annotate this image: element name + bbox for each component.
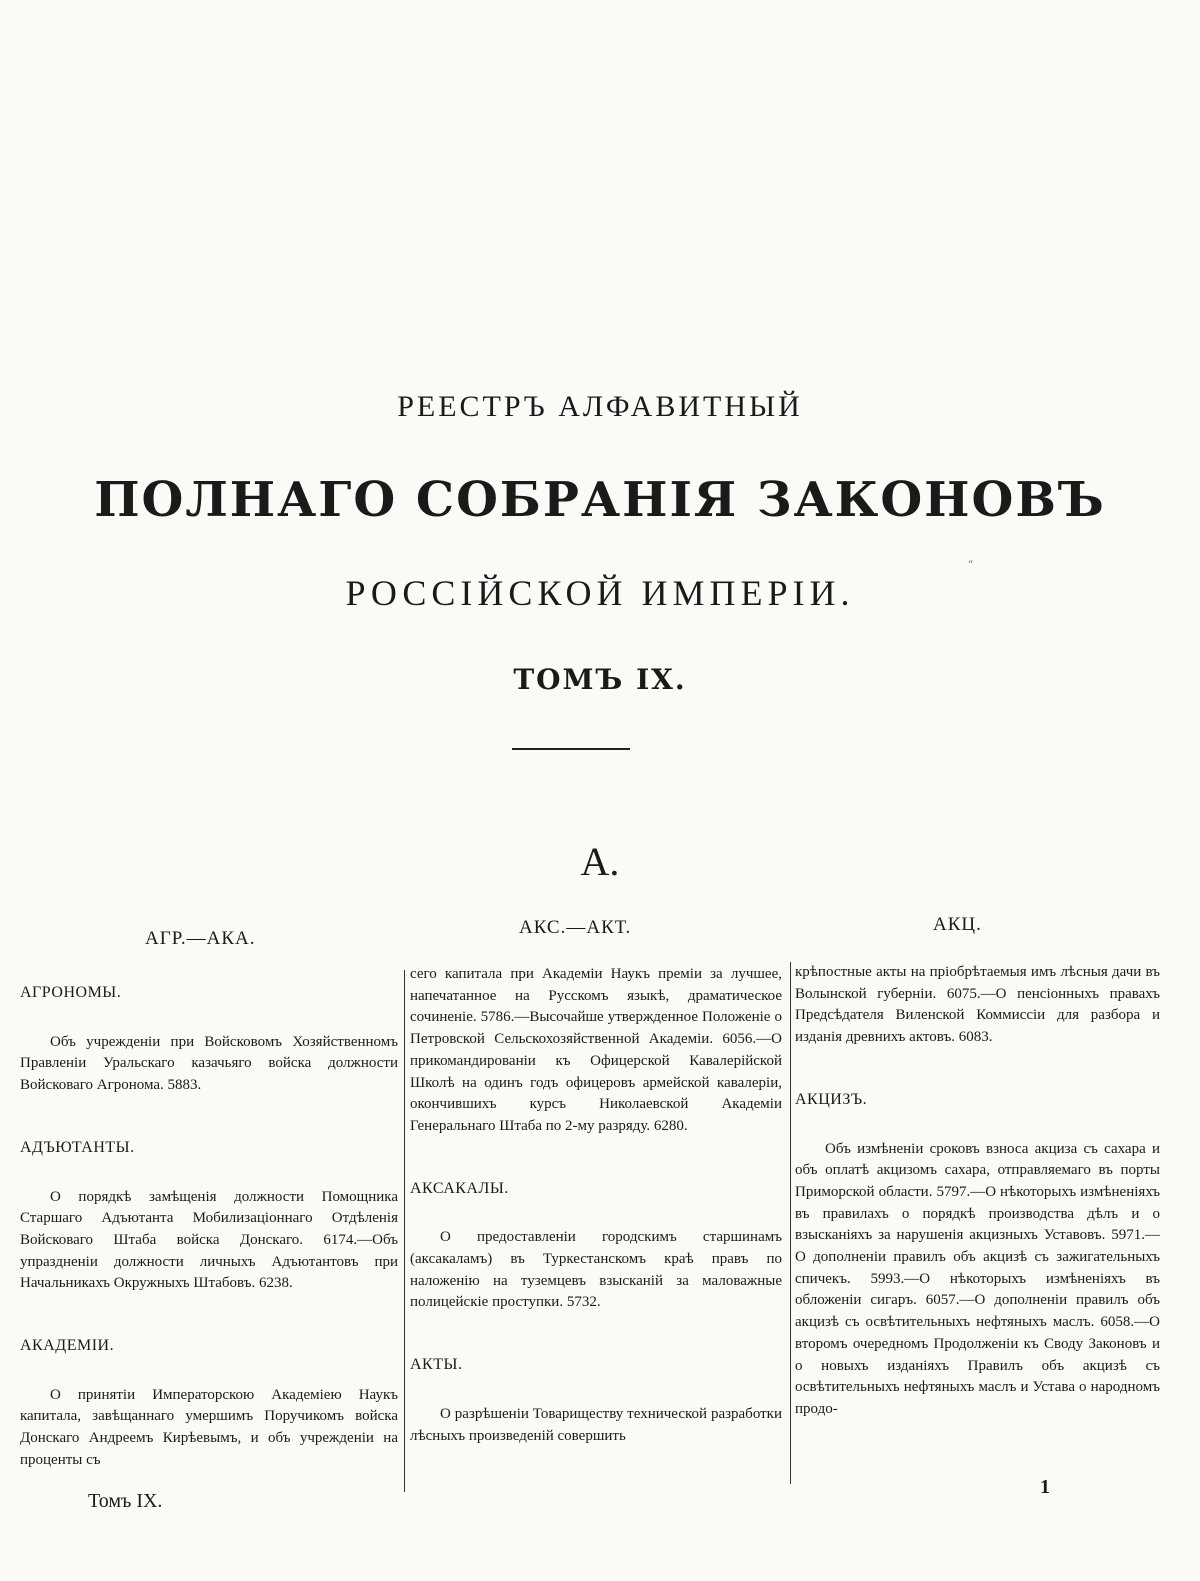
entry-text: Объ измѣненіи сроковъ взноса акциза съ сахара и объ оплатѣ акцизомъ сахара, отправляемаго въ порты Приморской области. 5797.—О нѣкоторыхъ измѣненіяхъ въ правилахъ о порядкѣ производства дѣлъ и о взысканіяхъ за нарушенія акцизныхъ Уставовъ. 5971.—О дополненіи правилъ объ акцизѣ съ зажигательныхъ спичекъ. 5993.—О нѣкоторыхъ измѣненіяхъ въ обложеніи сигаръ. 6057.—О дополненіи правилъ объ акцизѣ съ освѣтительныхъ нефтяныхъ маслъ. 6058.—О второмъ очередномъ Продолженіи къ Своду Законовъ и о новыхъ изданіяхъ Правилъ объ акцизѣ съ освѣтительныхъ нефтяныхъ маслъ и Устава о народномъ продо- — [795, 1140, 1160, 1417]
entry-heading: АГРОНОМЫ. — [20, 984, 122, 1001]
entry-heading: АКСАКАЛЫ. — [410, 1179, 509, 1197]
title-rule — [512, 748, 630, 750]
entry-text: О принятіи Императорскою Академіею Наукъ капитала, завѣщаннаго умершимъ Поручикомъ войска Донскаго Андреемъ Кирѣевымъ, и объ учрежденіи на проценты съ — [20, 1386, 398, 1468]
column-2-header: АКС.—АКТ. — [519, 917, 632, 938]
title-line-2: ПОЛНАГО СОБРАНІЯ ЗАКОНОВЪ — [94, 472, 1106, 528]
title-line-1: РЕЕСТРЪ АЛФАВИТНЫЙ — [397, 390, 803, 423]
column-2 — [410, 964, 782, 1447]
column-3 — [795, 962, 1160, 1421]
entry-text: О предоставленіи городскимъ старшинамъ (аксакаламъ) въ Туркестанскомъ краѣ правъ по наложенію на туземцевъ взысканій за маловажные полицейскіе проступки. 5732. — [410, 1229, 782, 1311]
page-number: 1 — [1040, 1476, 1050, 1498]
continuation-text: крѣпостные акты на пріобрѣтаемыя имъ лѣсныя дачи въ Волынской губерніи. 6075.—О пенсіонныхъ правахъ Предсѣдателя Виленской Коммиссіи для разбора и изданія древнихъ актовъ. 6083. — [795, 964, 1160, 1046]
column-1-header: АГР.—АКА. — [145, 928, 256, 949]
column-1 — [20, 982, 398, 1472]
entry-text: О порядкѣ замѣщенія должности Помощника Старшаго Адъютанта Мобилизаціоннаго Отдѣленія Войсковаго Штаба войска Донскаго. 6174.—Объ упраздненіи должности личныхъ Адъютантовъ при Начальникахъ Окружныхъ Штабовъ. 6238. — [20, 1188, 398, 1292]
column-divider-1 — [404, 970, 405, 1492]
entry-text: Объ учрежденіи при Войсковомъ Хозяйственномъ Правленіи Уральскаго казачьяго войска должности Войсковаго Агронома. 5883. — [20, 1033, 398, 1094]
entry-heading: АДЪЮТАНТЫ. — [20, 1138, 135, 1156]
entry-text: О разрѣшеніи Товариществу технической разработки лѣсныхъ произведеній совершить — [410, 1405, 782, 1444]
footer-volume: Томъ IX. — [88, 1490, 163, 1512]
continuation-text: сего капитала при Академіи Наукъ преміи за лучшее, напечатанное на Русскомъ языкѣ, драматическое сочиненіе. 5786.—Высочайше утвержденное Положеніе о Петровской Сельскохозяйственной Академіи. 6056.—О прикомандированіи къ Офицерской Кавалерійской Школѣ на одинъ годъ офицеровъ армейской кавалеріи, окончившихъ курсъ Николаевской Академіи Генеральнаго Штаба по 2-му разряду. 6280. — [410, 966, 782, 1134]
volume-title: ТОМЪ IX. — [513, 663, 687, 696]
entry-heading: АКЦИЗЪ. — [795, 1090, 868, 1108]
title-line-3: РОССІЙСКОЙ ИМПЕРІИ. — [345, 573, 855, 613]
section-letter: А. — [580, 839, 620, 884]
column-3-header: АКЦ. — [933, 914, 982, 935]
entry-heading: АКТЫ. — [410, 1356, 463, 1374]
print-speck: ” — [968, 560, 974, 571]
entry-heading: АКАДЕМІИ. — [20, 1337, 115, 1355]
column-divider-2 — [790, 962, 791, 1484]
